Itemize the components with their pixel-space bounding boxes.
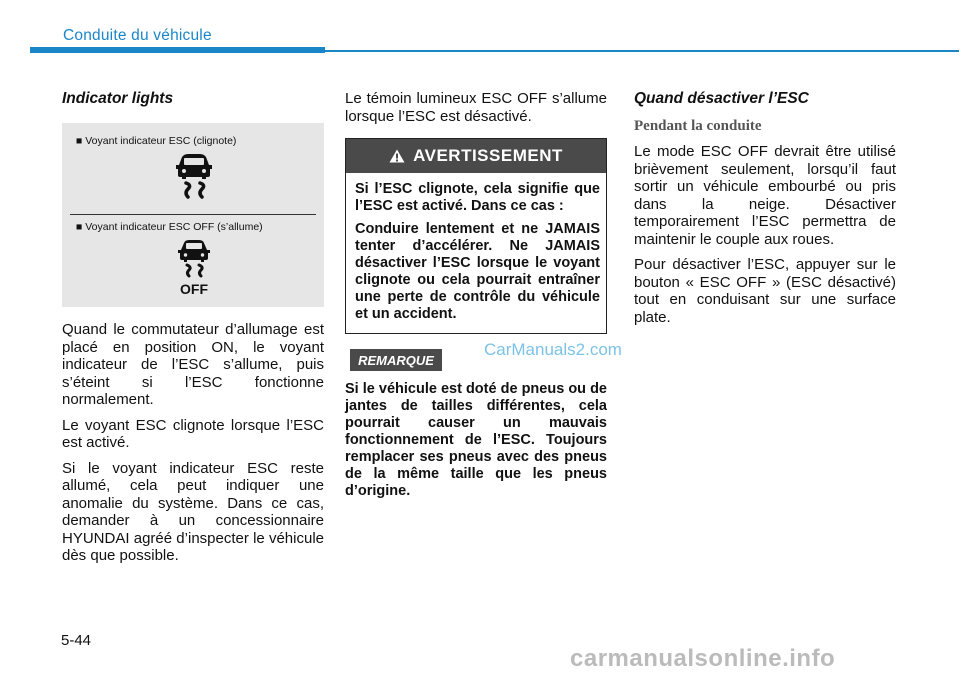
column-3 — [634, 90, 896, 334]
warning-body — [346, 173, 606, 323]
header-bar-thin — [325, 50, 959, 52]
paragraph: Quand le commutateur d’allumage est placé en position ON, le voyant indicateur de l’ESC s’allume, puis s’éteint si l’ESC fonctionne normalement. — [62, 321, 324, 408]
remark-paragraph: Si le véhicule est doté de pneus ou de jantes de tailles différentes, cela pourrait causer un mauvais fonctionnement de l’ESC. Toujours remplacer ses pneus avec des pneus de la même taille que les pneus d’origine. — [345, 381, 607, 499]
column-1 — [62, 90, 324, 108]
paragraph: Si le voyant indicateur ESC reste allumé, cela peut indiquer une anomalie du système. Dans ce cas, demander à un concessionnaire HYUNDAI agréé d’inspecter le véhicule dès que possible. — [62, 459, 324, 564]
indicator-lights-heading: Indicator lights — [62, 90, 174, 107]
indicator-figure — [62, 123, 324, 307]
remark-label: REMARQUE — [350, 349, 442, 371]
off-label: OFF — [180, 281, 208, 297]
footer-watermark: carmanualsonline.info — [570, 645, 836, 672]
paragraph: Le mode ESC OFF devrait être utilisé brièvement seulement, lorsqu’il faut sortir un véhicule embourbé ou pris dans la neige. Désactiver temporairement l’ESC permettra de maintenir le couple aux roues. — [634, 143, 896, 248]
watermark: CarManuals2.com — [484, 340, 622, 359]
caption-esc-off: ■ Voyant indicateur ESC OFF (s’allume) — [76, 221, 263, 233]
column-2 — [345, 90, 607, 133]
warning-box — [345, 138, 607, 334]
paragraph: Pour désactiver l’ESC, appuyer sur le bouton « ESC OFF » (ESC désactivé) tout en conduisant sur une surface plate. — [634, 256, 896, 326]
warning-paragraph: Si l’ESC clignote, cela signifie que l’ESC est activé. Dans ce cas : — [355, 181, 600, 214]
subheading: Pendant la conduite — [634, 118, 762, 134]
remark-text — [345, 381, 607, 500]
paragraph: Le témoin lumineux ESC OFF s’allume lorsque l’ESC est désactivé. — [345, 90, 607, 125]
column-1-body — [62, 321, 324, 573]
page-number: 5-44 — [61, 632, 92, 649]
section-title: Conduite du véhicule — [63, 27, 212, 44]
warning-paragraph: Conduire lentement et ne JAMAIS tenter d’accélérer. Ne JAMAIS désactiver l’ESC lorsque le voyant clignote ou cela pourrait entraîner une perte de contrôle du véhicule et un accident. — [355, 221, 600, 322]
esc-off-icon — [172, 239, 216, 297]
warning-header — [346, 139, 606, 173]
esc-skid-icon — [172, 153, 216, 203]
paragraph: Le voyant ESC clignote lorsque l’ESC est activé. — [62, 416, 324, 451]
warning-title: AVERTISSEMENT — [413, 146, 563, 165]
when-disable-heading: Quand désactiver l’ESC — [634, 90, 809, 107]
warning-triangle-icon — [389, 149, 405, 163]
caption-esc: ■ Voyant indicateur ESC (clignote) — [76, 135, 237, 147]
header-bar-thick — [30, 47, 325, 53]
figure-divider — [70, 214, 316, 215]
